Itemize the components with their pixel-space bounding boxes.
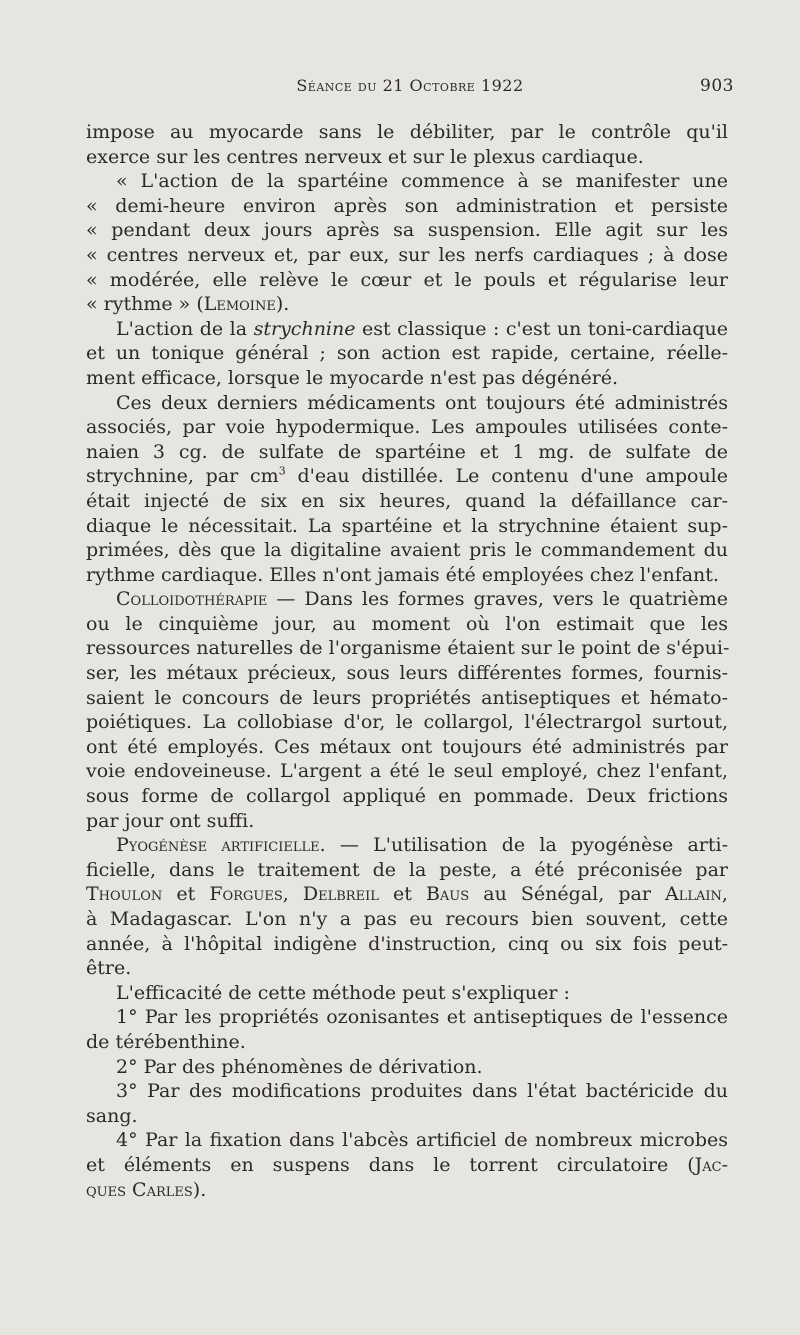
text-line: 4° Par la fixation dans l'abcès artificiel de nombreux microbes xyxy=(116,1129,728,1152)
text-line: ficielle, dans le traitement de la peste, a été préconisée par xyxy=(86,858,728,881)
text-line: 2° Par des phénomènes de dérivation. xyxy=(116,1055,483,1078)
text-line: à Madagascar. L'on n'y a pas eu recours bien souvent, cette xyxy=(86,908,728,930)
author-name: ques Carles xyxy=(86,1178,193,1201)
text-line: Ces deux derniers médicaments ont toujours été administrés xyxy=(116,391,728,414)
text-line: primées, dès que la digitaline avaient pris le commandement du xyxy=(86,539,728,562)
text-line: « centres nerveux et, par eux, sur les nerfs cardiaques ; à dose xyxy=(86,243,728,266)
header-title: Séance du 21 Octobre 1922 xyxy=(296,76,524,95)
text-line: impose au myocarde sans le débiliter, par le contrôle qu'il xyxy=(86,121,728,143)
text-line: et éléments en suspens dans le torrent circulatoire (Jac- xyxy=(86,1153,728,1176)
text-line: ser, les métaux précieux, sous leurs différentes formes, fournis- xyxy=(86,662,728,685)
text-line: « modérée, elle relève le cœur et le pouls et régularise leur xyxy=(86,268,728,291)
text-line: rythme cardiaque. Elles n'ont jamais été employées chez l'enfant. xyxy=(86,563,719,586)
author-name: Baus xyxy=(425,883,470,906)
author-name: Forgues xyxy=(209,883,283,906)
text-line: ressources naturelles de l'organisme étaient sur le point de s'épui- xyxy=(86,637,730,660)
text-line: année, à l'hôpital indigène d'instruction, cinq ou six fois peut- xyxy=(86,932,728,955)
text-line: « L'action de la spartéine commence à se manifester une xyxy=(116,170,728,193)
text-line: associés, par voie hypodermique. Les ampoules utilisées conte- xyxy=(86,416,728,439)
author-name: Jac- xyxy=(694,1153,728,1176)
text-line: 3° Par des modifications produites dans l'état bactéricide du xyxy=(116,1080,728,1103)
text-line: ment efficace, lorsque le myocarde n'est pas dégénéré. xyxy=(86,366,619,389)
text-line: et un tonique général ; son action est rapide, certaine, réelle- xyxy=(86,342,728,365)
text-line: ont été employés. Ces métaux ont toujours été administrés par xyxy=(86,735,728,758)
author-name: Thoulon xyxy=(86,883,163,906)
page-number: 903 xyxy=(700,76,734,96)
text-line: « pendant deux jours après sa suspension. Elle agit sur les xyxy=(86,219,728,242)
text-line: ou le cinquième jour, au moment où l'on estimait que les xyxy=(86,612,728,635)
text-line: par jour ont suffi. xyxy=(86,809,255,832)
text-line: naien 3 cg. de sulfate de spartéine et 1 mg. de sulfate de xyxy=(86,440,728,463)
text-line: 1° Par les propriétés ozonisantes et antiseptiques de l'essence xyxy=(116,1006,728,1029)
drug-name: strychnine xyxy=(253,317,356,340)
text-line: Pyogénèse artificielle. — L'utilisation de la pyogénèse arti- xyxy=(116,834,728,857)
text-line: Thoulon et Forgues, Delbreil et Baus au Sénégal, par Allain, xyxy=(86,883,728,906)
text-line: strychnine, par $cm^3$ d'eau distillée. Le contenu d'une ampoule xyxy=(86,464,728,488)
body-text xyxy=(86,120,728,1202)
text-line: Colloidothérapie — Dans les formes graves, vers le quatrième xyxy=(116,588,728,611)
text-line: poiétiques. La collobiase d'or, le collargol, l'électrargol surtout, xyxy=(86,711,728,734)
text-line: « demi-heure environ après son administration et persiste xyxy=(86,194,728,217)
text-line: était injecté de six en six heures, quand la défaillance car- xyxy=(86,489,728,512)
section-heading: Pyogénèse artificielle. xyxy=(116,834,326,857)
text-line: voie endoveineuse. L'argent a été le seul employé, chez l'enfant, xyxy=(86,760,728,783)
author-name: Lemoine xyxy=(203,293,276,316)
text-line: de térébenthine. xyxy=(86,1030,246,1053)
text-line: ques Carles). xyxy=(86,1178,207,1201)
running-header xyxy=(86,76,734,100)
text-line: diaque le nécessitait. La spartéine et la strychnine étaient sup- xyxy=(86,514,728,537)
section-heading: Colloidothérapie xyxy=(116,588,268,611)
text-line: L'action de la strychnine est classique : c'est un toni-cardiaque xyxy=(116,317,728,340)
text-line: sang. xyxy=(86,1104,138,1127)
text-line: « rythme » (Lemoine). xyxy=(86,293,290,316)
text-line: exerce sur les centres nerveux et sur le plexus cardiaque. xyxy=(86,145,644,168)
author-name: Allain xyxy=(665,883,722,906)
text-line: sous forme de collargol appliqué en pommade. Deux frictions xyxy=(86,785,728,808)
text-line: être. xyxy=(86,957,132,980)
author-name: Delbreil xyxy=(302,883,379,906)
text-line: saient le concours de leurs propriétés antiseptiques et hémato- xyxy=(86,686,728,709)
text-line: L'efficacité de cette méthode peut s'expliquer : xyxy=(116,981,570,1004)
